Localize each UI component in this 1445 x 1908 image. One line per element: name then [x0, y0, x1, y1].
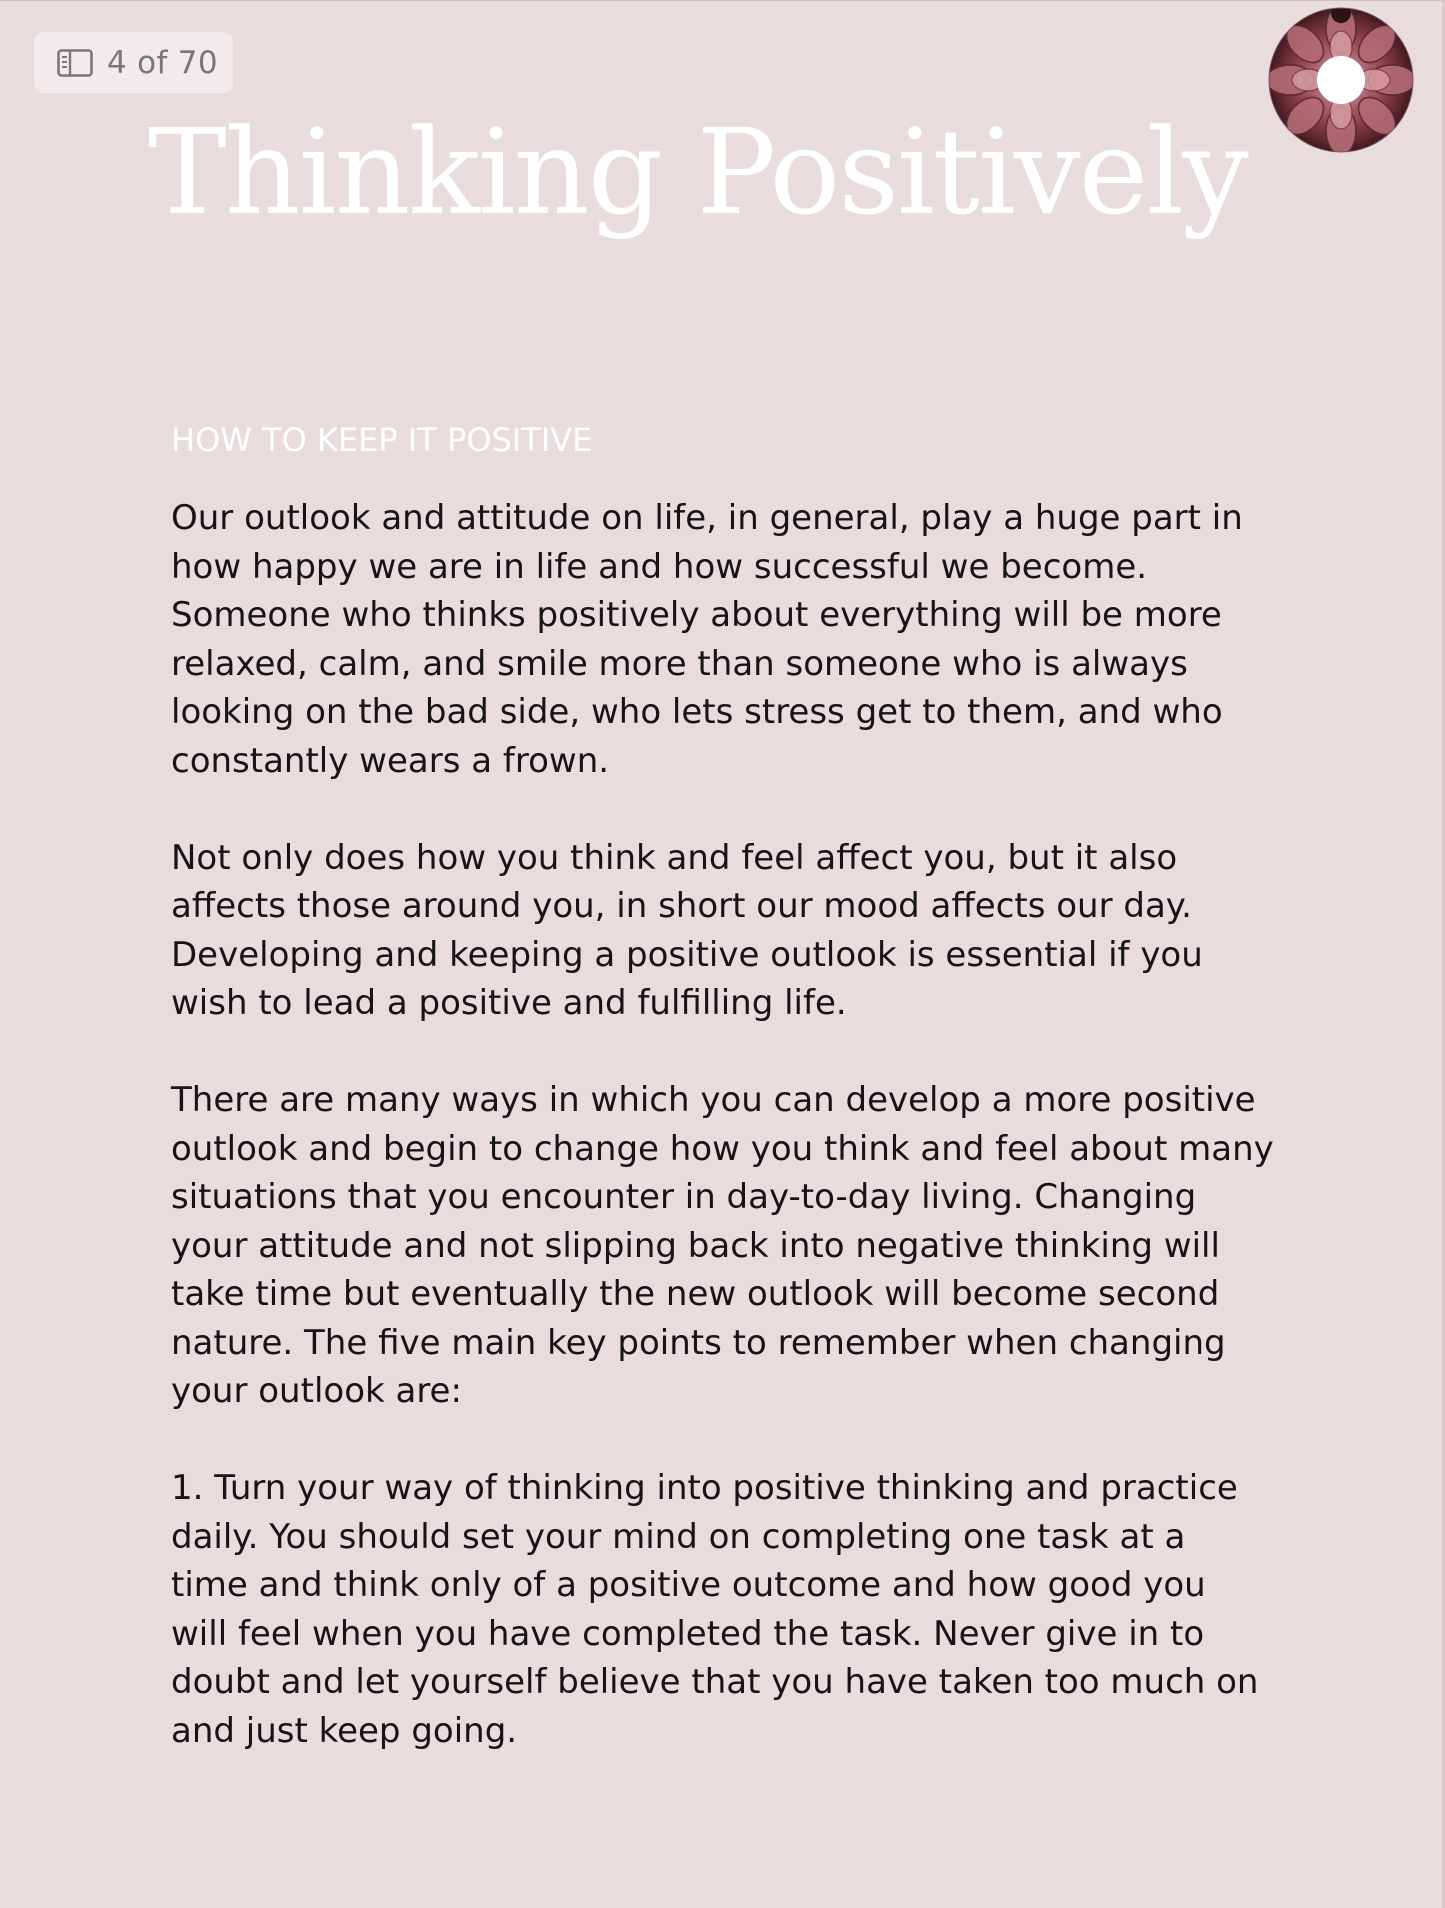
page-indicator-label: 4 of 70	[107, 44, 218, 81]
flower-icon[interactable]	[1268, 7, 1414, 153]
paragraph: There are many ways in which you can develop a more positive outlook and begin to change how you think and feel about many situations that you encounter in day-to-day living. Changing your attitude and not slipping back into negative thinking will take time but eventually the new outlook will become second nature. The five main key points to remember when changing your outlook are:	[171, 1080, 1274, 1411]
section-subheading: HOW TO KEEP IT POSITIVE	[171, 421, 593, 459]
paragraph: Our outlook and attitude on life, in general, play a huge part in how happy we are in life and how successful we become. Someone who thinks positively about everything will be more relaxed, calm, and smile more than someone who is always looking on the bad side, who lets stress get to them, and who constantly wears a frown.	[171, 498, 1243, 781]
paragraph: Not only does how you think and feel affect you, but it also affects those around you, in short our mood affects our day. Developing and keeping a positive outlook is essential if you wish to lead a positive and fulfilling life.	[171, 837, 1203, 1023]
paragraph: 1. Turn your way of thinking into positive thinking and practice daily. You should set your mind on completing one task at a time and think only of a positive outcome and how good you will feel when you have completed the task. Never give in to doubt and let yourself believe that you have taken too much on and just keep going.	[171, 1468, 1259, 1751]
page-indicator-button[interactable]	[34, 32, 233, 93]
page-title: Thinking Positively	[148, 103, 1247, 241]
body-text	[171, 494, 1291, 1804]
sidebar-icon	[57, 49, 93, 77]
page-top-edge	[0, 0, 1445, 1]
